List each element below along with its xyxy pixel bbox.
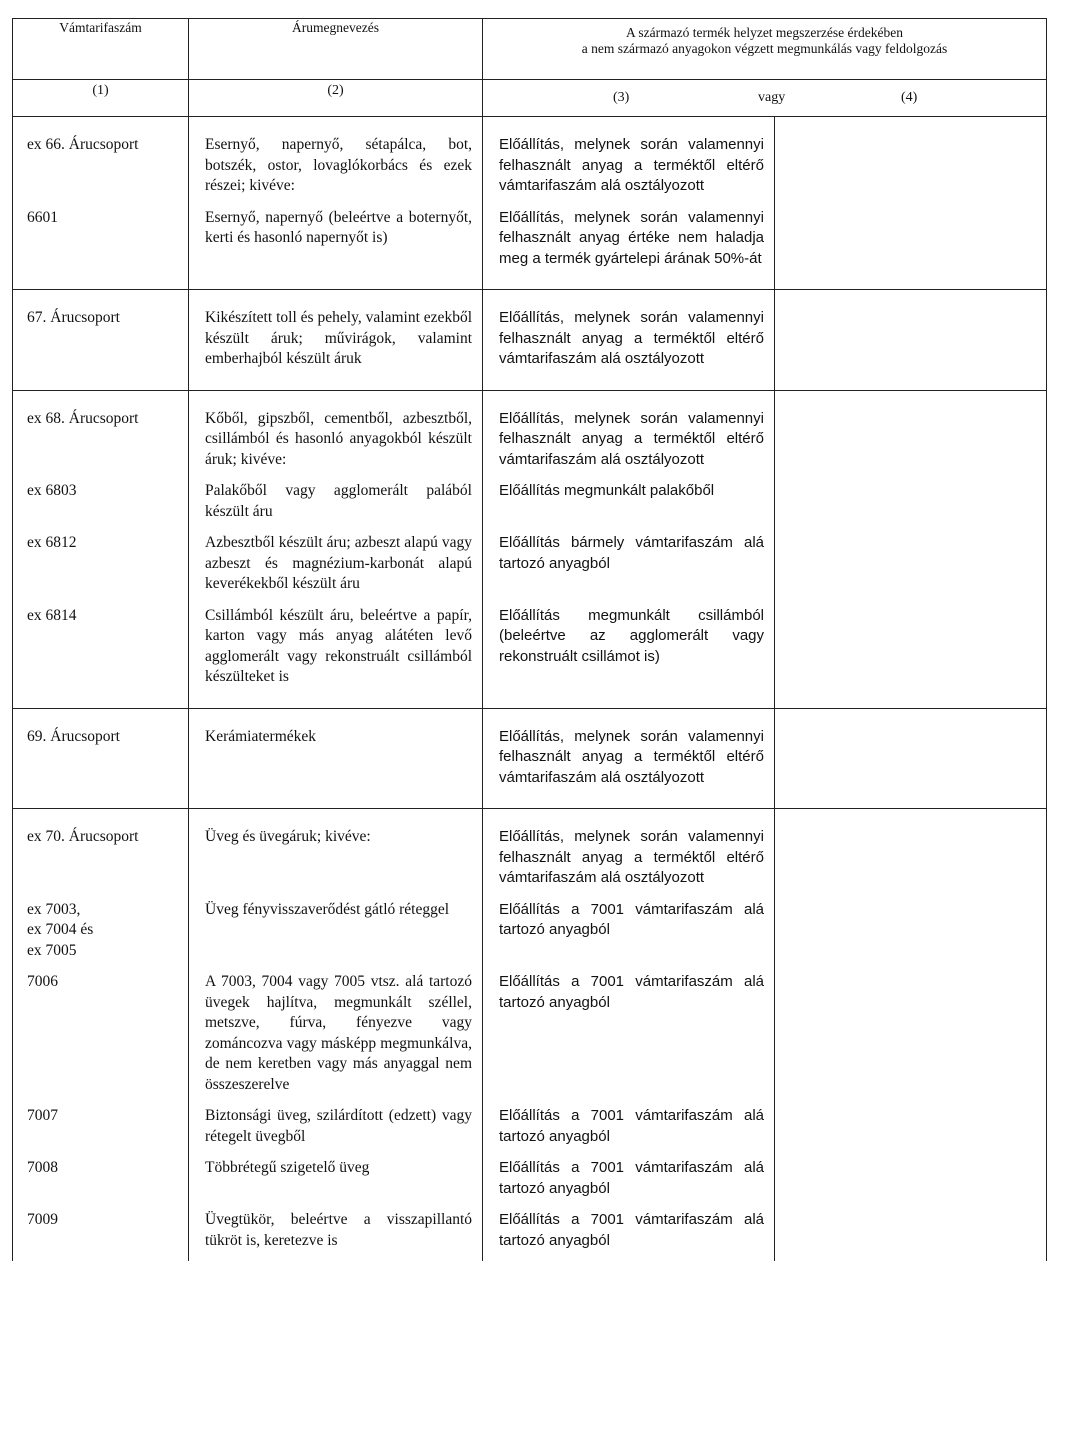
processing-rule: Előállítás a 7001 vámtarifaszám alá tartozó anyagból [483,899,775,972]
header-processing-line1: A származó termék helyzet megszerzése érdekében [626,25,903,40]
processing-rule: Előállítás a 7001 vámtarifaszám alá tartozó anyagból [483,1157,775,1209]
alternative-rule [775,1157,1047,1209]
column-number-row [13,80,1047,117]
table-row [13,899,1047,972]
processing-rule: Előállítás, melynek során valamennyi felhasznált anyag a terméktől eltérő vámtarifaszám alá osztályozott [483,290,775,391]
origin-rules-table [12,18,1047,1261]
table-row [13,1105,1047,1157]
alternative-rule [775,390,1047,480]
processing-rule: Előállítás bármely vámtarifaszám alá tartozó anyagból [483,532,775,605]
goods-description: Kerámiatermékek [189,708,483,809]
processing-rule: Előállítás, melynek során valamennyi felhasznált anyag a terméktől eltérő vámtarifaszám alá osztályozott [483,390,775,480]
alternative-rule [775,809,1047,899]
alternative-rule [775,480,1047,532]
table-row [13,532,1047,605]
table-row [13,207,1047,290]
table-row [13,1209,1047,1261]
tariff-code: ex 7003, ex 7004 és ex 7005 [13,899,189,972]
tariff-code: ex 66. Árucsoport [13,117,189,207]
goods-description: Csillámból készült áru, beleértve a papír, karton vagy más anyag alátéten levő agglomerált vagy rekonstruált csillámból készülteket is [189,605,483,709]
header-processing-line2: a nem származó anyagokon végzett megmunkálás vagy feldolgozás [581,41,948,56]
column-number-4: (4) [901,90,918,105]
goods-description: Üveg és üvegáruk; kivéve: [189,809,483,899]
processing-rule: Előállítás a 7001 vámtarifaszám alá tartozó anyagból [483,1105,775,1157]
goods-description: Esernyő, napernyő, sétapálca, bot, botszék, ostor, lovaglókorbács és ezek részei; kivéve: [189,117,483,207]
column-number-3: (3) [613,90,630,105]
column-number-3-4 [483,80,1047,117]
alternative-rule [775,605,1047,709]
tariff-code: 7009 [13,1209,189,1261]
table-row [13,390,1047,480]
table-row [13,809,1047,899]
goods-description: Palakőből vagy agglomerált palából készült áru [189,480,483,532]
column-number-1: (1) [13,80,189,117]
goods-description: A 7003, 7004 vagy 7005 vtsz. alá tartozó üvegek hajlítva, megmunkált széllel, metszve, fúrva, fényezve vagy zománcozva vagy másképp megmunkálva, de nem keretben vagy más anyaggal nem összeszerelve [189,971,483,1105]
tariff-code: ex 6803 [13,480,189,532]
goods-description: Azbesztből készült áru; azbeszt alapú vagy azbeszt és magnézium-karbonát alapú keverékekből készült áru [189,532,483,605]
processing-rule: Előállítás, melynek során valamennyi felhasznált anyag a terméktől eltérő vámtarifaszám alá osztályozott [483,708,775,809]
alternative-rule [775,899,1047,972]
table-row [13,605,1047,709]
goods-description: Kőből, gipszből, cementből, azbesztből, csillámból és hasonló anyagokból készült áruk; kivéve: [189,390,483,480]
header-tariff-number: Vámtarifaszám [13,19,189,80]
alternative-rule [775,1105,1047,1157]
tariff-code: 69. Árucsoport [13,708,189,809]
alternative-rule [775,117,1047,207]
column-number-2: (2) [189,80,483,117]
alternative-rule [775,290,1047,391]
processing-rule: Előállítás a 7001 vámtarifaszám alá tartozó anyagból [483,971,775,1105]
tariff-code: 6601 [13,207,189,290]
processing-rule: Előállítás, melynek során valamennyi felhasznált anyag értéke nem haladja meg a termék gyártelepi árának 50%-át [483,207,775,290]
processing-rule: Előállítás megmunkált csillámból (beleértve az agglomerált vagy rekonstruált csillámot is) [483,605,775,709]
header-row [13,19,1047,80]
alternative-rule [775,971,1047,1105]
tariff-code: 7007 [13,1105,189,1157]
table-row [13,480,1047,532]
table-row [13,117,1047,207]
tariff-code: 67. Árucsoport [13,290,189,391]
header-processing [483,19,1047,80]
alternative-rule [775,207,1047,290]
processing-rule: Előállítás, melynek során valamennyi felhasznált anyag a terméktől eltérő vámtarifaszám alá osztályozott [483,809,775,899]
alternative-rule [775,708,1047,809]
tariff-code: ex 70. Árucsoport [13,809,189,899]
alternative-rule [775,532,1047,605]
table-row [13,290,1047,391]
processing-rule: Előállítás megmunkált palakőből [483,480,775,532]
goods-description: Esernyő, napernyő (beleértve a boternyőt, kerti és hasonló napernyőt is) [189,207,483,290]
goods-description: Többrétegű szigetelő üveg [189,1157,483,1209]
table-row [13,708,1047,809]
header-description: Árumegnevezés [189,19,483,80]
tariff-code: 7008 [13,1157,189,1209]
tariff-code: ex 6814 [13,605,189,709]
processing-rule: Előállítás, melynek során valamennyi felhasznált anyag a terméktől eltérő vámtarifaszám alá osztályozott [483,117,775,207]
tariff-code: ex 68. Árucsoport [13,390,189,480]
alternative-rule [775,1209,1047,1261]
table-row [13,1157,1047,1209]
goods-description: Kikészített toll és pehely, valamint ezekből készült áruk; művirágok, valamint emberhajból készült áruk [189,290,483,391]
processing-rule: Előállítás a 7001 vámtarifaszám alá tartozó anyagból [483,1209,775,1261]
goods-description: Üvegtükör, beleértve a visszapillantó tükröt is, keretezve is [189,1209,483,1261]
tariff-code: ex 6812 [13,532,189,605]
tariff-code: 7006 [13,971,189,1105]
table-row [13,971,1047,1105]
goods-description: Üveg fényvisszaverődést gátló réteggel [189,899,483,972]
column-or-label: vagy [758,90,786,105]
goods-description: Biztonsági üveg, szilárdított (edzett) vagy rétegelt üvegből [189,1105,483,1157]
